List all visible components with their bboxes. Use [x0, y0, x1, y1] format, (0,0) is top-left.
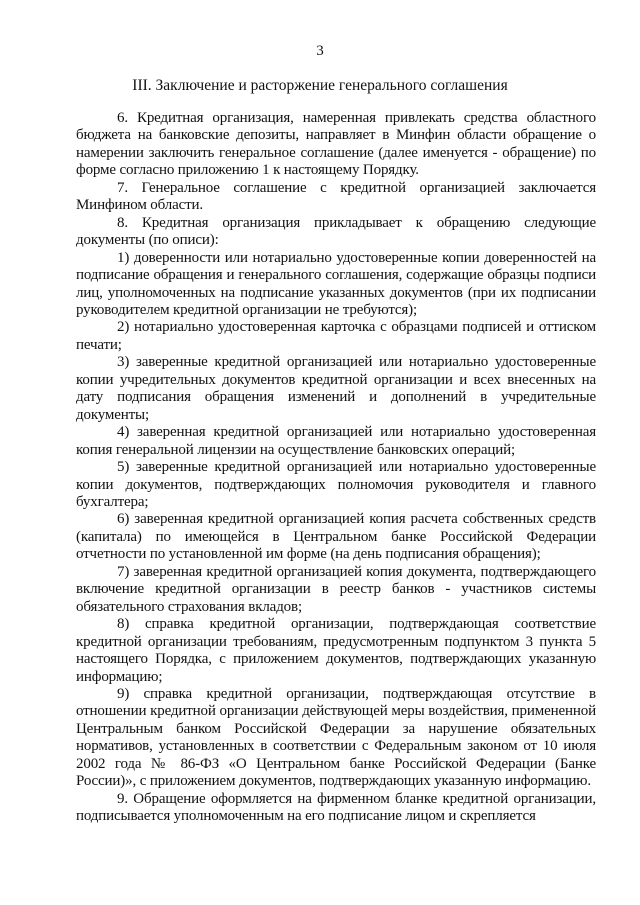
section-title: III. Заключение и расторжение генерального соглашения [132, 77, 508, 94]
page-number: 3 [316, 43, 324, 59]
list-item-2: 2) нотариально удостоверенная карточка с образцами подписей и оттиском печати; [76, 319, 596, 353]
document-body [76, 110, 596, 826]
list-item-8: 8) справка кредитной организации, подтверждающая соответствие кредитной организации требованиям, предусмотренным подпунктом 3 пункта 5 настоящего Порядка, с приложением документов, подтверждающих указанную информацию; [76, 616, 596, 685]
paragraph-9: 9. Обращение оформляется на фирменном бланке кредитной организации, подписывается уполномоченным на его подписание лицом и скрепляется [76, 790, 596, 825]
list-item-3: 3) заверенные кредитной организацией или нотариально удостоверенные копии учредительных документов кредитной организации и всех внесенных на дату подписания обращения изменений и дополнений в учредительные документы; [76, 354, 596, 423]
list-item-7: 7) заверенная кредитной организацией копия документа, подтверждающего включение кредитной организации в реестр банков - участников системы обязательного страхования вкладов; [76, 563, 596, 615]
list-item-9: 9) справка кредитной организации, подтверждающая отсутствие в отношении кредитной организации действующей меры воздействия, примененной Центральным банком Российской Федерации за нарушение обязательных нормативов, установленных в соответствии с Федеральным законом от 10 июля 2002 года № 86-ФЗ «О Центральном банке Российской Федерации (Банке России)», с приложением документов, подтверждающих указанную информацию. [76, 685, 596, 790]
list-item-6: 6) заверенная кредитной организацией копия расчета собственных средств (капитала) по имеющейся в Центральном банке Российской Федерации отчетности по установленной им форме (на день подписания обращения); [76, 511, 596, 563]
paragraph-6: 6. Кредитная организация, намеренная привлекать средства областного бюджета на банковские депозиты, направляет в Минфин области обращение о намерении заключить генеральное соглашение (далее именуется - обращение) по форме согласно приложению 1 к настоящему Порядку. [76, 110, 596, 179]
list-item-1: 1) доверенности или нотариально удостоверенные копии доверенностей на подписание обращения и генерального соглашения, содержащие образцы подписи лиц, уполномоченных на подписание указанных документов (при их подписании руководителем кредитной организации не требуются); [76, 249, 596, 318]
list-item-5: 5) заверенные кредитной организацией или нотариально удостоверенные копии документов, подтверждающих полномочия руководителя и главного бухгалтера; [76, 459, 596, 510]
list-item-4: 4) заверенная кредитной организацией или нотариально удостоверенная копия генеральной лицензии на осуществление банковских операций; [76, 424, 596, 458]
paragraph-8: 8. Кредитная организация прикладывает к обращению следующие документы (по описи): [76, 214, 596, 249]
paragraph-7: 7. Генеральное соглашение с кредитной организацией заключается Минфином области. [76, 179, 596, 214]
